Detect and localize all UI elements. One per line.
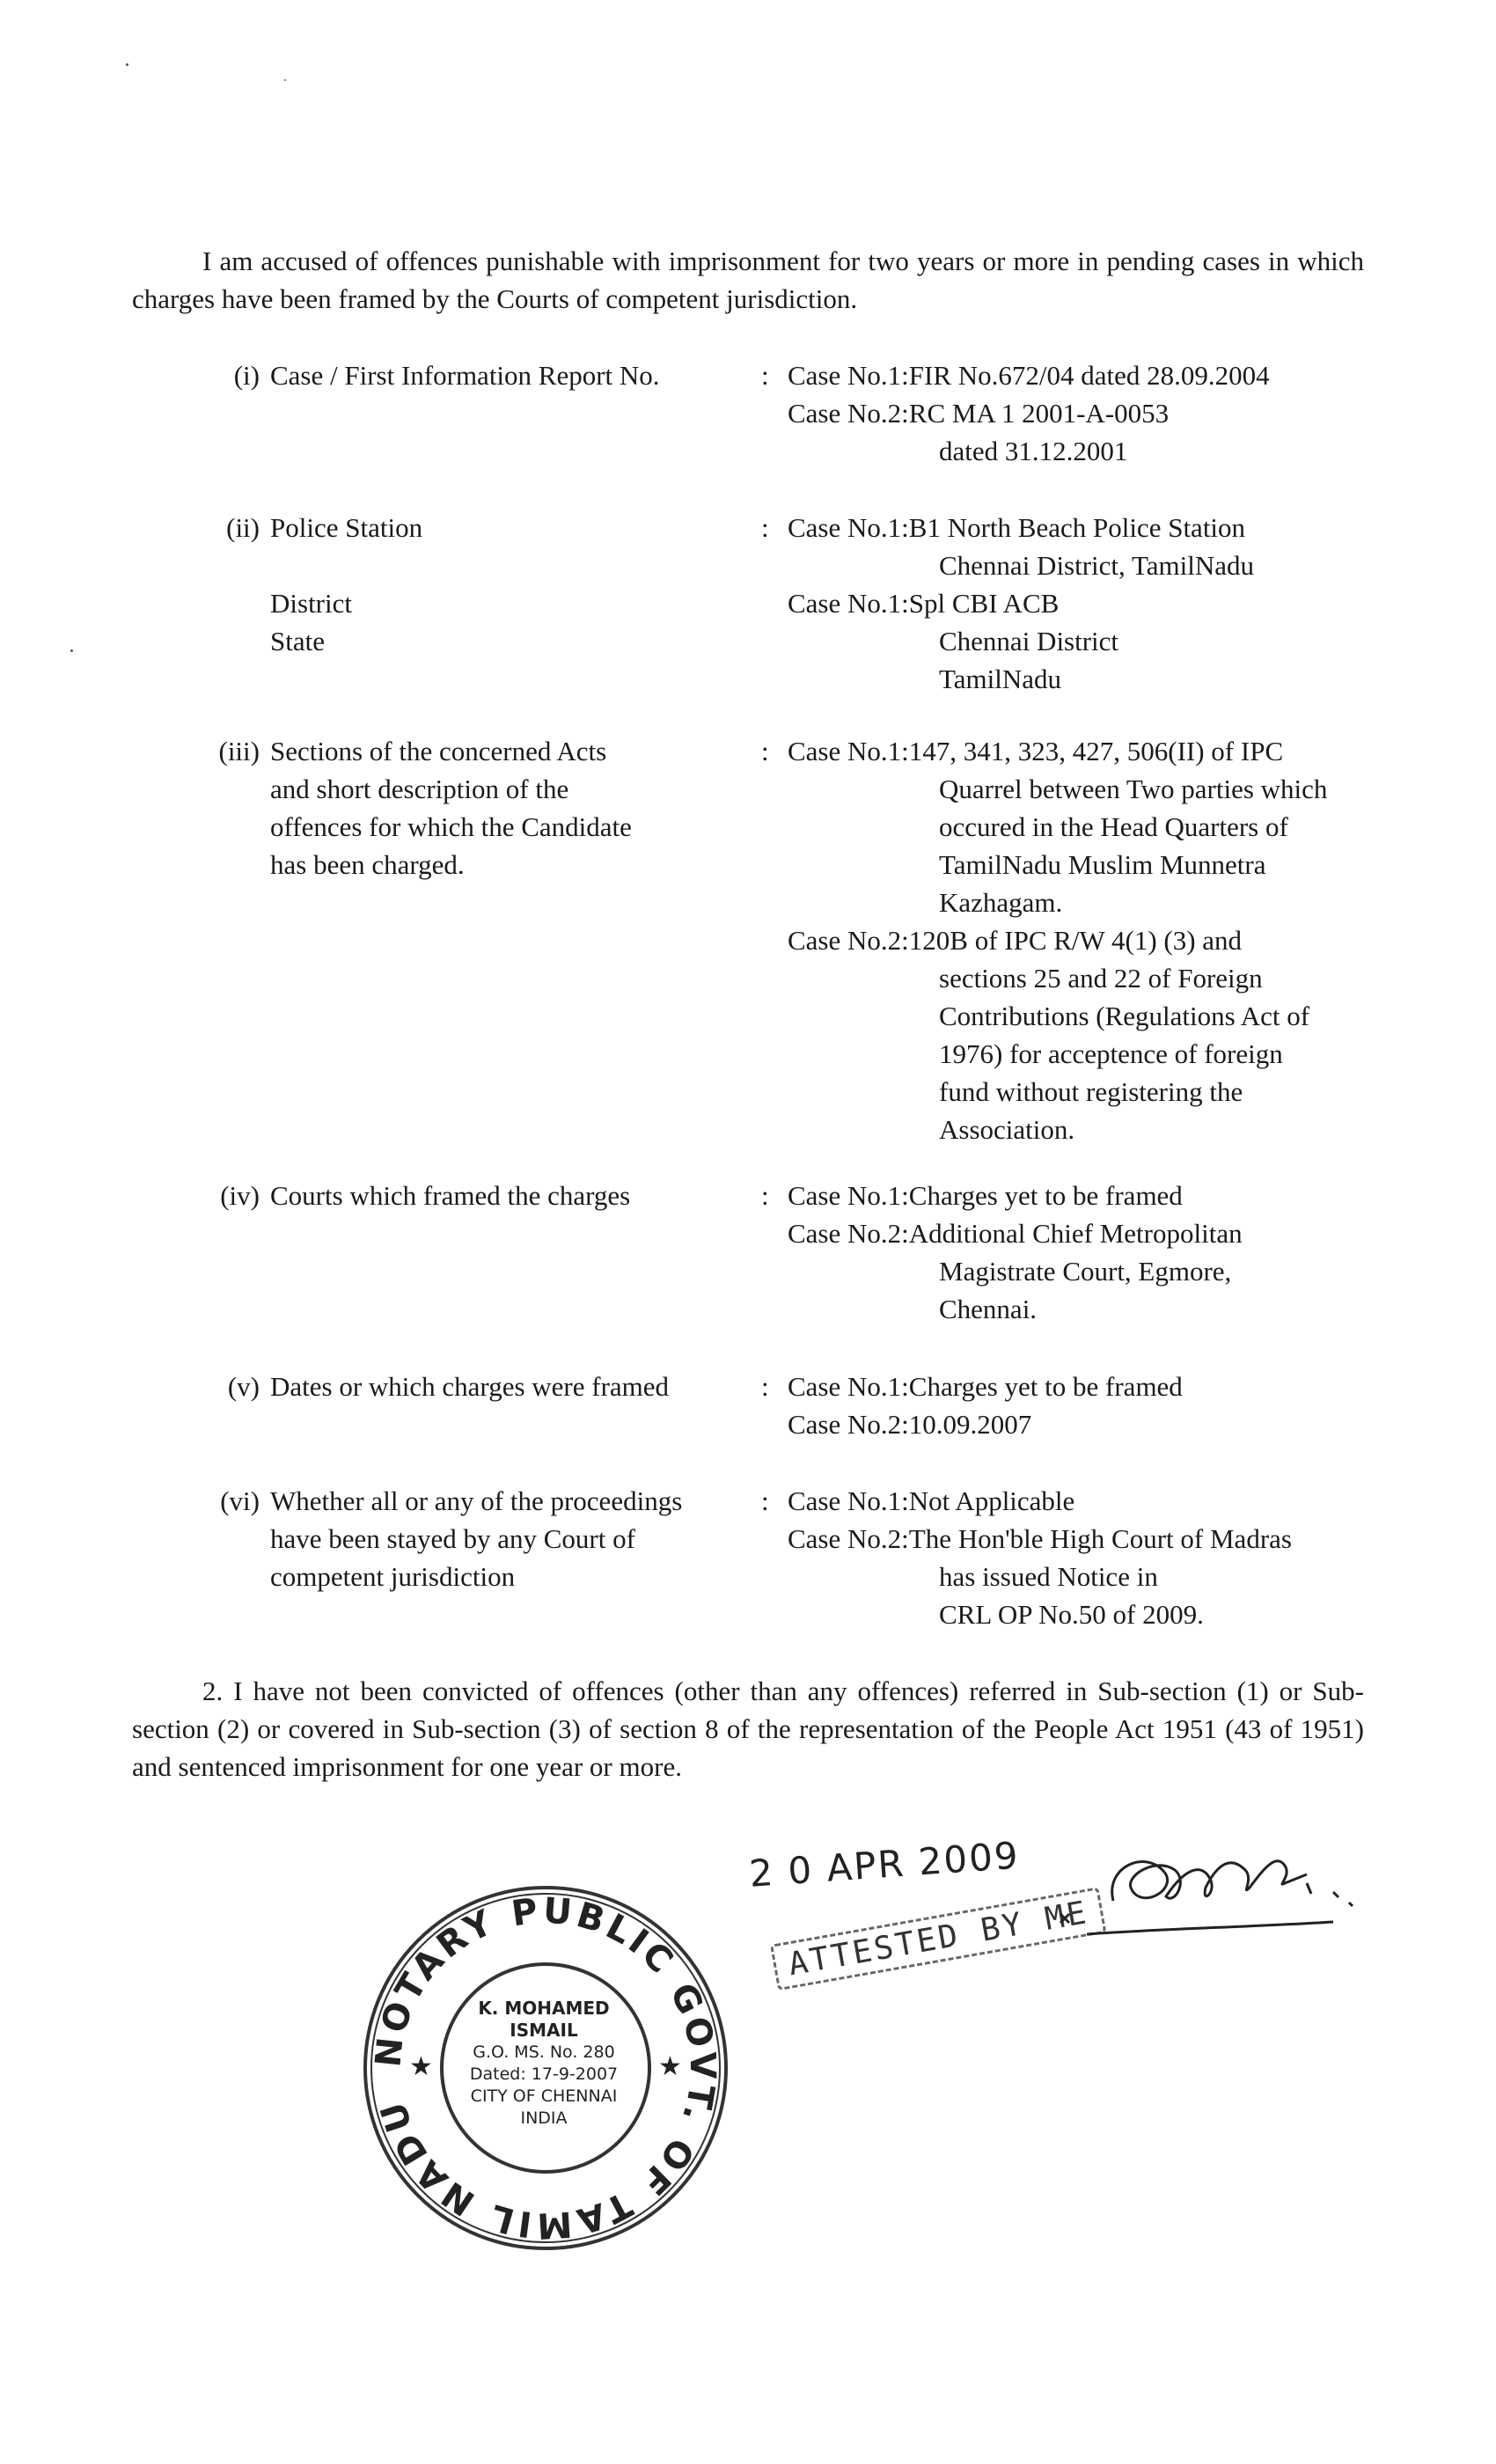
- answer-continuation-line: Contributions (Regulations Act of: [939, 1001, 1310, 1031]
- answer-continuation-line: has issued Notice in: [939, 1561, 1158, 1592]
- answer-continuation-line: TamilNadu Muslim Munnetra: [939, 849, 1266, 880]
- answer-continuation-line: Chennai District, TamilNadu: [939, 550, 1254, 581]
- answer-case-line: [788, 921, 1377, 959]
- answer-continuation-line: dated 31.12.2001: [939, 436, 1128, 466]
- svg-text:★: ★: [409, 2052, 433, 2081]
- answer-continuation-line: fund without registering the: [939, 1076, 1243, 1107]
- case-prefix: Case No.1:: [788, 588, 909, 619]
- item-colon: :: [761, 360, 769, 391]
- item-label: [270, 509, 750, 660]
- case-text: RC MA 1 2001-A-0053: [908, 398, 1170, 429]
- item-number: (i): [233, 360, 260, 391]
- item-label: [270, 732, 750, 884]
- case-prefix: Case No.1:: [788, 1180, 909, 1211]
- item-label-line: has been charged.: [270, 849, 465, 880]
- case-text: Charges yet to be framed: [908, 1371, 1183, 1402]
- item-label-line: District: [270, 588, 352, 619]
- attested-stamp: ATTESTED BY ME: [770, 1887, 1107, 1991]
- item-colon: :: [761, 736, 769, 766]
- item-answer: [788, 732, 1377, 1148]
- item-answer: [788, 1177, 1377, 1328]
- scan-speck: [126, 63, 128, 66]
- case-prefix: Case No.2:: [788, 1409, 909, 1440]
- answer-continuation-line: CRL OP No.50 of 2009.: [939, 1599, 1204, 1630]
- answer-case-line: [788, 356, 1377, 394]
- answer-continuation-line: Chennai District: [939, 626, 1119, 656]
- answer-continuation-line: TamilNadu: [939, 664, 1062, 694]
- case-prefix: Case No.2:: [788, 1523, 909, 1554]
- item-label: [270, 1482, 750, 1595]
- notary-seal: [361, 1883, 730, 2253]
- case-prefix: Case No.2:: [788, 398, 909, 429]
- seal-details: [456, 1998, 632, 2130]
- item-label-line: and short description of the: [270, 774, 569, 804]
- answer-case-line: [788, 1405, 1377, 1443]
- go-number: G.O. MS. No. 280: [473, 2042, 615, 2062]
- seal-ring-text: NOTARY PUBLIC GOVT. OF TAMIL NADU: [368, 1890, 723, 2246]
- case-text: Charges yet to be framed: [908, 1180, 1183, 1211]
- item-label-line: offences for which the Candidate: [270, 811, 632, 842]
- answer-continuation-line: Association.: [939, 1114, 1075, 1145]
- answer-case-line: [788, 584, 1377, 622]
- answer-case-line: [788, 1482, 1377, 1520]
- item-answer: [788, 1482, 1377, 1633]
- answer-case-line: [788, 1520, 1377, 1558]
- item-label-line: Case / First Information Report No.: [270, 360, 660, 391]
- answer-case-line: [788, 732, 1377, 770]
- case-text: Spl CBI ACB: [908, 588, 1060, 619]
- item-label-line: State: [270, 626, 325, 656]
- item-label-line: have been stayed by any Court of: [270, 1523, 635, 1554]
- answer-case-line: [788, 394, 1377, 432]
- case-text: Additional Chief Metropolitan: [908, 1218, 1243, 1249]
- answer-continuation-line: occured in the Head Quarters of: [939, 811, 1288, 842]
- answer-continuation-line: Kazhagam.: [939, 887, 1063, 918]
- answer-case-line: [788, 509, 1377, 546]
- case-prefix: Case No.1:: [788, 512, 909, 543]
- case-text: The Hon'ble High Court of Madras: [908, 1523, 1292, 1554]
- case-prefix: Case No.1:: [788, 360, 909, 391]
- case-text: B1 North Beach Police Station: [908, 512, 1246, 543]
- item-colon: :: [761, 1485, 769, 1516]
- case-prefix: Case No.1:: [788, 1485, 909, 1516]
- answer-case-line: [788, 1177, 1377, 1214]
- item-number: (iv): [220, 1180, 260, 1211]
- seal-date: Dated: 17-9-2007: [469, 2064, 619, 2084]
- seal-city: CITY OF CHENNAI: [470, 2086, 618, 2106]
- item-answer: [788, 356, 1377, 470]
- answer-case-line: [788, 1368, 1377, 1405]
- notary-name: K. MOHAMED ISMAIL: [478, 1998, 610, 2041]
- case-prefix: Case No.2:: [788, 925, 909, 956]
- intro-paragraph: I am accused of offences punishable with imprisonment for two years or more in pending cases in which charges have been framed by the Courts of competent jurisdiction.: [132, 246, 1364, 314]
- item-number: (vi): [220, 1485, 260, 1516]
- date-stamp: 2 0 APR 2009: [747, 1833, 1022, 1896]
- scan-speck: [70, 649, 73, 652]
- item-label-line: [270, 546, 750, 584]
- item-answer: [788, 509, 1377, 698]
- item-label-line: Sections of the concerned Acts: [270, 736, 607, 766]
- case-text: FIR No.672/04 dated 28.09.2004: [908, 360, 1270, 391]
- case-prefix: Case No.1:: [788, 1371, 909, 1402]
- item-label-line: Dates or which charges were framed: [270, 1371, 670, 1402]
- answer-continuation-line: Quarrel between Two parties which: [939, 774, 1328, 804]
- item-answer: [788, 1368, 1377, 1443]
- conviction-paragraph: 2. I have not been convicted of offences (other than any offences) referred in Sub-section (1) or Sub-section (2) or covered in Sub-section (3) of section 8 of the representation of the People Act 1951 (43 of 1951) and sentenced imprisonment for one year or more.: [132, 1676, 1364, 1782]
- case-text: 120B of IPC R/W 4(1) (3) and: [908, 925, 1243, 956]
- item-number: (iii): [218, 736, 260, 766]
- item-label: [270, 1177, 750, 1214]
- seal-country: INDIA: [520, 2108, 568, 2128]
- item-label-line: Whether all or any of the proceedings: [270, 1485, 683, 1516]
- answer-continuation-line: sections 25 and 22 of Foreign: [939, 963, 1263, 994]
- case-text: 147, 341, 323, 427, 506(II) of IPC: [908, 736, 1284, 766]
- scan-speck: [284, 79, 286, 81]
- case-prefix: Case No.1:: [788, 736, 909, 766]
- item-colon: :: [761, 1180, 769, 1211]
- item-label: [270, 356, 750, 394]
- case-text: Not Applicable: [908, 1485, 1075, 1516]
- item-label: [270, 1368, 750, 1405]
- item-label-line: competent jurisdiction: [270, 1561, 516, 1592]
- item-number: (ii): [226, 512, 260, 543]
- item-label-line: Courts which framed the charges: [270, 1180, 631, 1211]
- item-colon: :: [761, 1371, 769, 1402]
- answer-continuation-line: Magistrate Court, Egmore,: [939, 1256, 1232, 1287]
- item-label-line: Police Station: [270, 512, 423, 543]
- item-number: (v): [227, 1371, 260, 1402]
- case-text: 10.09.2007: [908, 1409, 1032, 1440]
- answer-case-line: [788, 1214, 1377, 1252]
- case-prefix: Case No.2:: [788, 1218, 909, 1249]
- answer-continuation-line: 1976) for acceptence of foreign: [939, 1038, 1283, 1069]
- svg-text:★: ★: [658, 2052, 682, 2081]
- answer-continuation-line: Chennai.: [939, 1294, 1038, 1324]
- item-colon: :: [761, 512, 769, 543]
- signature: [1052, 1830, 1368, 1962]
